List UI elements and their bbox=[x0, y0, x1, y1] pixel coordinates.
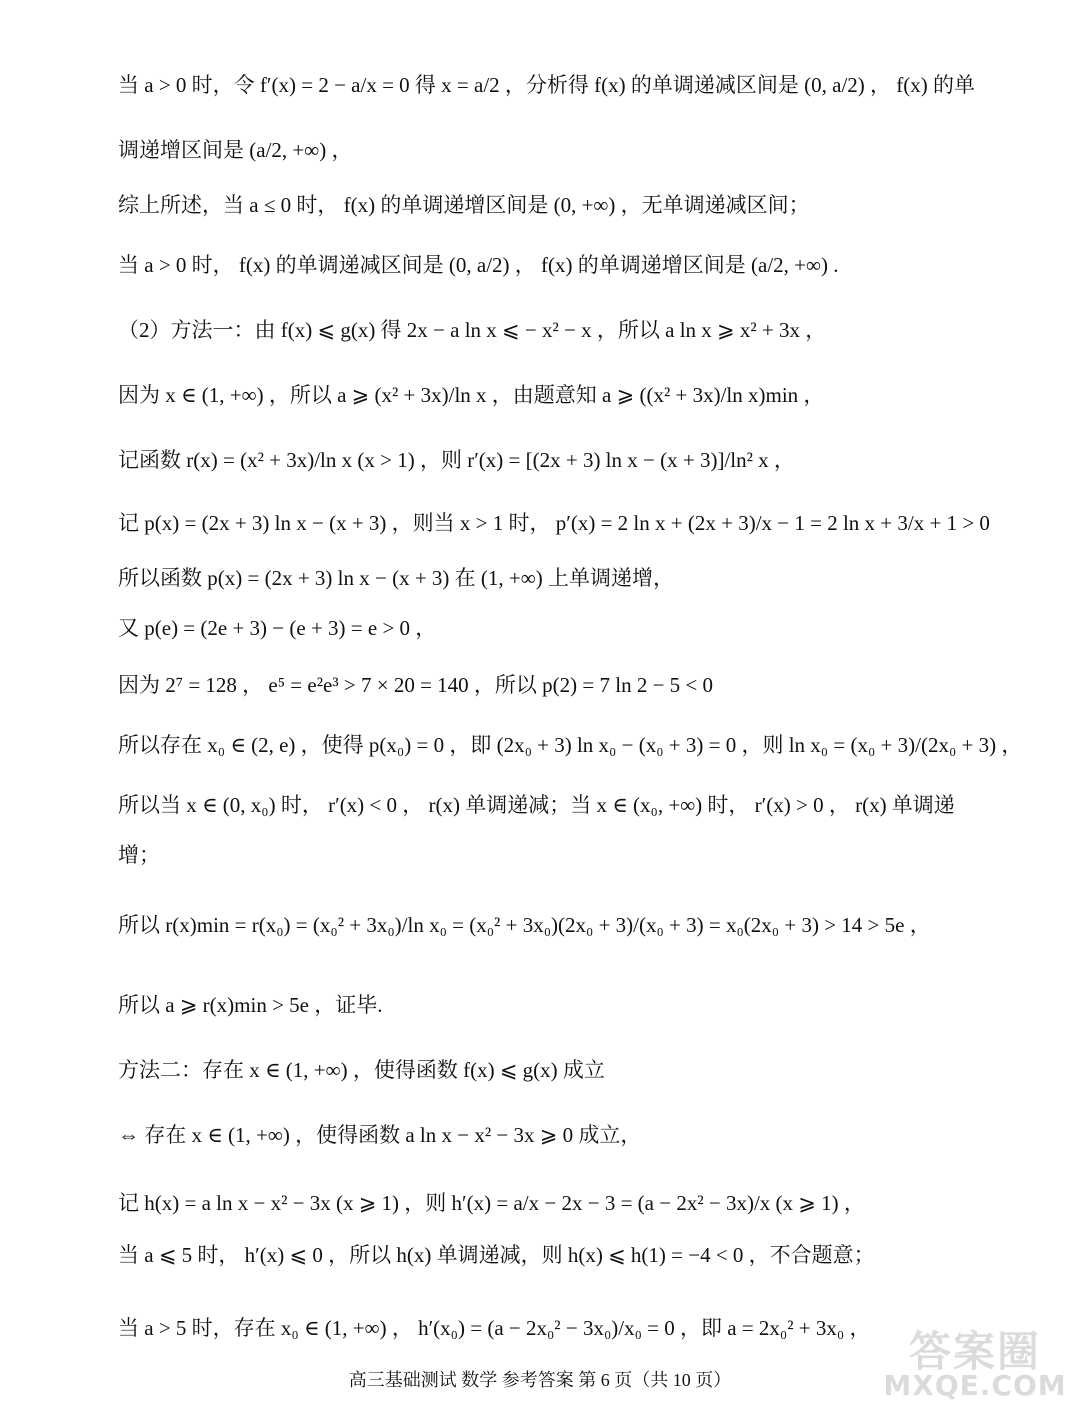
watermark-logo bbox=[880, 1317, 1070, 1403]
text-line-3: 综上所述，当 a ≤ 0 时， f(x) 的单调递增区间是 (0, +∞) ，无单调递减区间； bbox=[118, 193, 810, 217]
text-line-11: 因为 2⁷ = 128 ， e⁵ = e²e³ > 7 × 20 = 140 ，所以 p(2) = 7 ln 2 − 5 < 0 bbox=[118, 673, 714, 697]
text-line-12: 所以存在 x₀ ∈ (2, e) ，使得 p(x₀) = 0 ，即 (2x₀ + 3) ln x₀ − (x₀ + 3) = 0 ，则 ln x₀ = (x₀ + 3)/(2x₀ + 3) ， bbox=[118, 733, 1023, 757]
text-line-19: 记 h(x) = a ln x − x² − 3x (x ⩾ 1) ，则 h′(x) = a/x − 2x − 3 = (a − 2x² − 3x)/x (x ⩾ 1) ， bbox=[118, 1191, 865, 1215]
text-line-9: 所以函数 p(x) = (2x + 3) ln x − (x + 3) 在 (1, +∞) 上单调递增， bbox=[118, 566, 674, 590]
text-line-16: 所以 a ⩾ r(x)min > 5e ，证毕. bbox=[118, 993, 383, 1017]
page-footer: 高三基础测试 数学 参考答案 第 6 页（共 10 页） bbox=[348, 1370, 732, 1390]
text-line-20: 当 a ⩽ 5 时， h′(x) ⩽ 0 ，所以 h(x) 单调递减，则 h(x) ⩽ h(1) = −4 < 0 ，不合题意； bbox=[118, 1243, 875, 1267]
text-line-14: 增； bbox=[118, 843, 160, 867]
watermark-text-bottom: MXQE.COM bbox=[883, 1369, 1067, 1402]
watermark-text-top: 答案圈 bbox=[908, 1327, 1041, 1376]
text-line-5: （2）方法一：由 f(x) ⩽ g(x) 得 2x − a ln x ⩽ − x² − x ，所以 a ln x ⩾ x² + 3x ， bbox=[118, 318, 827, 342]
text-line-18: ⇔ 存在 x ∈ (1, +∞) ，使得函数 a ln x − x² − 3x ⩾ 0 成立， bbox=[118, 1123, 642, 1147]
text-line-17: 方法二：存在 x ∈ (1, +∞) ，使得函数 f(x) ⩽ g(x) 成立 bbox=[118, 1058, 605, 1082]
text-line-21: 当 a > 5 时，存在 x₀ ∈ (1, +∞) ， h′(x₀) = (a − 2x₀² − 3x₀)/x₀ = 0 ，即 a = 2x₀² + 3x₀ ， bbox=[118, 1316, 871, 1340]
text-line-2: 调递增区间是 (a/2, +∞) ， bbox=[118, 138, 353, 162]
text-line-15: 所以 r(x)min = r(x₀) = (x₀² + 3x₀)/ln x₀ = (x₀² + 3x₀)(2x₀ + 3)/(x₀ + 3) = x₀(2x₀ + 3) > 14 > 5e ， bbox=[118, 913, 931, 937]
text-line-10: 又 p(e) = (2e + 3) − (e + 3) = e > 0 ， bbox=[118, 616, 437, 640]
text-line-8: 记 p(x) = (2x + 3) ln x − (x + 3) ，则当 x > 1 时， p′(x) = 2 ln x + (2x + 3)/x − 1 = 2 ln x + 3/x + 1 > 0 bbox=[118, 511, 990, 535]
text-line-1: 当 a > 0 时，令 f′(x) = 2 − a/x = 0 得 x = a/2 ，分析得 f(x) 的单调递减区间是 (0, a/2) ， f(x) 的单 bbox=[118, 73, 976, 97]
text-line-6: 因为 x ∈ (1, +∞) ，所以 a ⩾ (x² + 3x)/ln x ，由题意知 a ⩾ ((x² + 3x)/ln x)min ， bbox=[118, 383, 825, 407]
text-line-13: 所以当 x ∈ (0, x₀) 时， r′(x) < 0 ， r(x) 单调递减；当 x ∈ (x₀, +∞) 时， r′(x) > 0 ， r(x) 单调递 bbox=[118, 793, 955, 817]
text-line-4: 当 a > 0 时， f(x) 的单调递减区间是 (0, a/2) ， f(x) 的单调递增区间是 (a/2, +∞) . bbox=[118, 253, 839, 277]
text-line-7: 记函数 r(x) = (x² + 3x)/ln x (x > 1) ，则 r′(x) = [(2x + 3) ln x − (x + 3)]/ln² x ， bbox=[118, 448, 795, 472]
